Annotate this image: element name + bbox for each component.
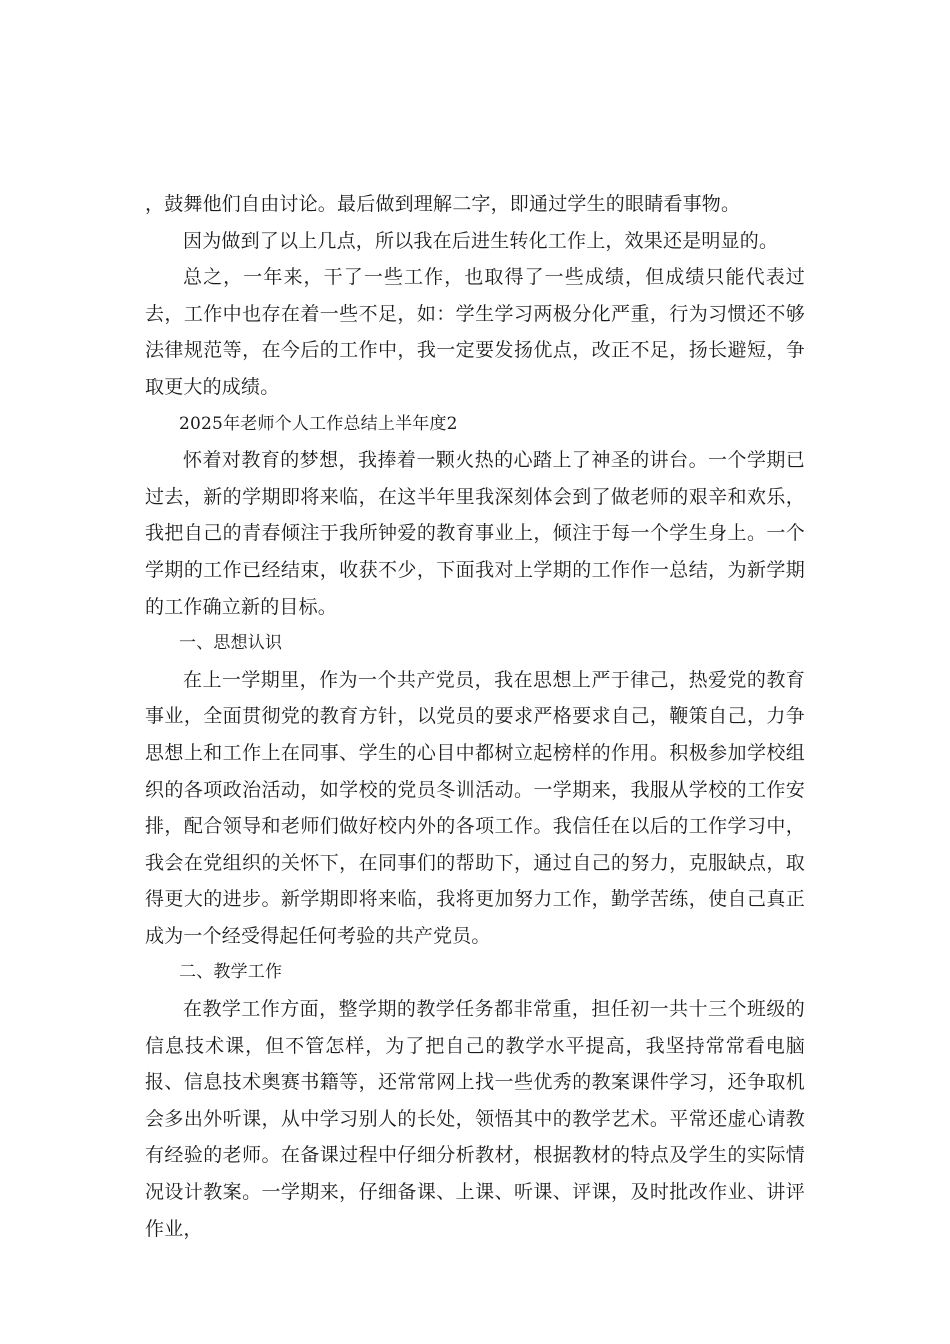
- heading-thought: 一、思想认识: [179, 633, 283, 654]
- heading-teaching: 二、教学工作: [179, 962, 283, 983]
- paragraph-teaching: 在教学工作方面，整学期的教学任务都非常重，担任初一共十三个班级的信息技术课，但不管怎样，为了把自己的教学水平提高，我坚持常常看电脑报、信息技术奥赛书籍等，还常常网上找一些优秀的教案课件学习，还争取机会多出外听课，从中学习别人的长处，领悟其中的教学艺术。平常还虚心请教有经验的老师。在备课过程中仔细分析教材，根据教材的特点及学生的实际情况设计教案。一学期来，仔细备课、上课、听课、评课，及时批改作业、讲评作业，: [145, 998, 805, 1240]
- paragraph-summary: 总之，一年来，干了一些工作，也取得了一些成绩，但成绩只能代表过去，工作中也存在着一些不足，如：学生学习两极分化严重，行为习惯还不够法律规范等，在今后的工作中，我一定要发扬优点，改正不足，扬长避短，争取更大的成绩。: [145, 266, 805, 398]
- paragraph-thought: 在上一学期里，作为一个共产党员，我在思想上严于律己，热爱党的教育事业，全面贯彻党的教育方针，以党员的要求严格要求自己，鞭策自己，力争思想上和工作上在同事、学生的心目中都树立起榜样的作用。积极参加学校组织的各项政治活动，如学校的党员冬训活动。一学期来，我服从学校的工作安排，配合领导和老师们做好校内外的各项工作。我信任在以后的工作学习中，我会在党组织的关怀下，在同事们的帮助下，通过自己的努力，克服缺点，取得更大的进步。新学期即将来临，我将更加努力工作，勤学苦练，使自己真正成为一个经受得起任何考验的共产党员。: [145, 668, 805, 947]
- paragraph-continuation: ，鼓舞他们自由讨论。最后做到理解二字，即通过学生的眼睛看事物。: [145, 193, 741, 215]
- paragraph-intro: 怀着对教育的梦想，我捧着一颗火热的心踏上了神圣的讲台。一个学期已过去，新的学期即将来临，在这半年里我深刻体会到了做老师的艰辛和欢乐，我把自己的青春倾注于我所钟爱的教育事业上，倾注于每一个学生身上。一个学期的工作已经结束，收获不少，下面我对上学期的工作作一总结，为新学期的工作确立新的目标。: [145, 449, 805, 618]
- paragraph-transformation-result: 因为做到了以上几点，所以我在后进生转化工作上，效果还是明显的。: [183, 229, 779, 252]
- document-body: [145, 186, 805, 1247]
- section-title: 2025年老师个人工作总结上半年度2: [179, 413, 458, 434]
